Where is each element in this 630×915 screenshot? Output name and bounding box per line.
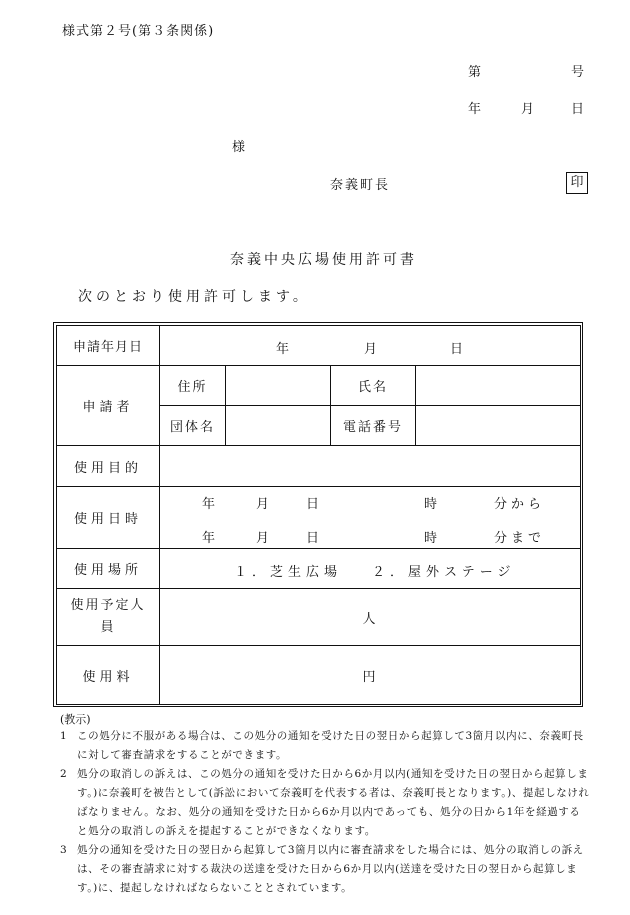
end-year: 年 [202,531,217,546]
address-value[interactable] [226,366,331,406]
permit-table [56,325,581,705]
issue-date-day: 日 [571,102,585,117]
table-row-datetime [57,487,581,549]
phone-label: 電話番号 [331,406,416,446]
permit-table-frame [53,322,583,707]
place-cell [160,549,581,589]
attendees-value[interactable] [160,589,581,646]
seal-mark: 印 [566,172,588,194]
note-text: 処分の通知を受けた日の翌日から起算して3箇月以内に審査請求をした場合には、処分の取消しの訴えは、その審査請求に対する裁決の送達を受けた日から6か月以内(送達を受けた日の翌日から起算します。)に、提起しなければならないこととされています。 [77,844,584,894]
note-number: 2 [60,768,68,780]
end-hour: 時 [424,531,439,546]
address-label: 住所 [160,366,226,406]
note-text: この処分に不服がある場合は、この処分の通知を受けた日の翌日から起算して3箇月以内に、奈義町長に対して審査請求をすることができます。 [77,730,584,761]
table-row-address [57,366,581,406]
start-day: 日 [306,497,321,512]
place-option-lawn[interactable]: １．芝生広場 [234,565,343,580]
attendees-label [57,589,160,646]
doc-number-prefix: 第 [468,65,482,80]
place-option-stage[interactable]: ２．屋外ステージ [372,565,516,580]
end-minute: 分まで [494,531,546,546]
end-month: 月 [256,531,271,546]
note-item [60,765,590,841]
form-number: 様式第２号(第３条関係) [62,24,215,39]
application-date-cell [160,326,581,366]
fee-unit: 円 [362,669,378,685]
phone-value[interactable] [416,406,581,446]
start-year: 年 [202,497,217,512]
doc-number-suffix: 号 [571,65,585,80]
attendees-unit: 人 [362,611,378,627]
attendees-label-line1: 使用予定人 [70,598,146,613]
document-title: 奈義中央広場使用許可書 [230,252,417,268]
application-date-label: 申請年月日 [57,326,160,366]
note-text: 処分の取消しの訴えは、この処分の通知を受けた日から6か月以内(通知を受けた日の翌日から起算します。)に奈義町を被告として(訴訟において奈義町を代表する者は、奈義町長となります。)、提起しなければなりません。なお、処分の通知を受けた日から6か月以内であっても、処分の日から1年を経過すると処分の取消しの訴えを提起することができなくなります。 [77,768,590,837]
group-value[interactable] [226,406,331,446]
fee-value[interactable] [160,646,581,705]
applicant-label: 申請者 [57,366,160,446]
fee-label: 使用料 [57,646,160,705]
note-number: 3 [60,844,68,856]
group-label: 団体名 [160,406,226,446]
purpose-value[interactable] [160,446,581,487]
place-label: 使用場所 [57,549,160,589]
note-item [60,841,590,898]
addressee-honorific: 様 [232,140,246,155]
table-row-purpose [57,446,581,487]
purpose-label: 使用目的 [57,446,160,487]
issue-date-month: 月 [521,102,535,117]
attendees-label-line2: 員 [100,620,116,635]
start-month: 月 [256,497,271,512]
start-hour: 時 [424,497,439,512]
notes-heading: (教示) [60,713,91,726]
note-item [60,727,590,765]
table-row-application-date [57,326,581,366]
start-minute: 分から [494,497,546,512]
application-date-month: 月 [364,342,379,357]
end-day: 日 [306,531,321,546]
datetime-cell [160,487,581,549]
issuer-name: 奈義町長 [330,178,391,193]
table-row-place [57,549,581,589]
table-row-fee [57,646,581,705]
lead-sentence: 次のとおり使用許可します。 [78,289,311,305]
note-number: 1 [60,730,68,742]
issue-date-year: 年 [468,102,482,117]
name-value[interactable] [416,366,581,406]
datetime-label: 使用日時 [57,487,160,549]
application-date-day: 日 [450,342,465,357]
table-row-attendees [57,589,581,646]
name-label: 氏名 [331,366,416,406]
application-date-year: 年 [276,342,291,357]
